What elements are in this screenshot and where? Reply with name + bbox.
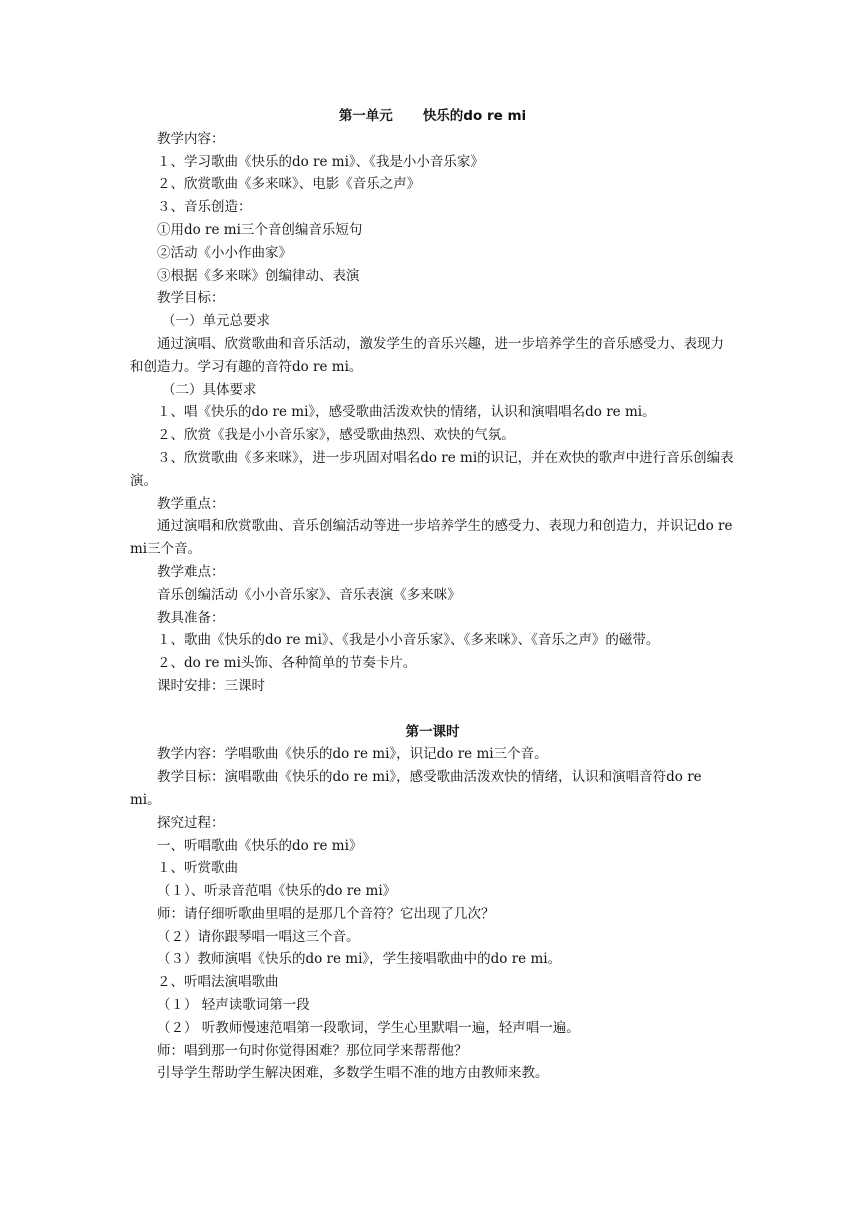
unit-title-right: 快乐的do re mi [422,108,527,124]
paragraph: ２、欣赏《我是小小音乐家》，感受歌曲热烈、欢快的气氛。 [157,427,515,444]
paragraph: 探究过程： [157,814,225,831]
unit-title [130,105,735,128]
paragraph: １、学习歌曲《快乐的do re mi》、《我是小小音乐家》 [157,153,484,170]
paragraph: 教学难点： [157,563,225,580]
paragraph: 教学重点： [157,495,225,512]
paragraph: 教具准备： [157,609,225,626]
paragraph: （３）教师演唱《快乐的do re mi》，学生接唱歌曲中的do re mi。 [157,951,562,968]
paragraph: 课时安排：三课时 [157,677,265,694]
paragraph: 师：请仔细听歌曲里唱的是那几个音符？它出现了几次？ [157,905,495,922]
paragraph: ２、欣赏歌曲《多来咪》、电影《音乐之声》 [157,176,421,193]
paragraph: 通过演唱和欣赏歌曲、音乐创编活动等进一步培养学生的感受力、表现力和创造力，并识记do re mi三个音。 [130,518,737,558]
paragraph: 教学目标：演唱歌曲《快乐的do re mi》，感受歌曲活泼欢快的情绪，认识和演唱音符do re mi。 [130,769,706,808]
paragraph: １、歌曲《快乐的do re mi》、《我是小小音乐家》、《多来咪》、《音乐之声》的磁带。 [157,632,660,649]
paragraph: ３、音乐创造： [157,199,252,216]
paragraph: １、听赏歌曲 [157,860,238,877]
paragraph: 教学内容： [157,130,225,147]
paragraph: ２、do re mi头饰、各种简单的节奏卡片。 [157,655,417,672]
paragraph: （１） 轻声读歌词第一段 [157,997,310,1014]
paragraph: 音乐创编活动《小小音乐家》、音乐表演《多来咪》 [157,586,461,603]
paragraph: ②活动《小小作曲家》 [157,244,292,261]
paragraph: 通过演唱、欣赏歌曲和音乐活动，激发学生的音乐兴趣，进一步培养学生的音乐感受力、表现力和创造力。学习有趣的音符do re mi。 [130,335,724,375]
blank-line [130,698,735,721]
document-body [130,105,735,1085]
paragraph: １、唱《快乐的do re mi》，感受歌曲活泼欢快的情绪，认识和演唱唱名do re mi。 [157,404,656,421]
paragraph: （２）请你跟琴唱一唱这三个音。 [157,928,360,945]
paragraph: 师：唱到那一句时你觉得困难？那位同学来帮帮他？ [157,1042,468,1059]
paragraph: （一）单元总要求 [162,313,270,330]
paragraph: 教学内容：学唱歌曲《快乐的do re mi》，识记do re mi三个音。 [157,746,548,763]
paragraph: ２、听唱法演唱歌曲 [157,974,279,991]
paragraph: ①用do re mi三个音创编音乐短句 [157,221,363,238]
paragraph: ③根据《多来咪》创编律动、表演 [157,267,360,284]
paragraph: （二）具体要求 [162,381,257,398]
paragraph: 引导学生帮助学生解决困难，多数学生唱不准的地方由教师来教。 [157,1065,549,1082]
unit-title-left: 第一单元 [338,108,393,124]
paragraph: ３、欣赏歌曲《多来咪》，进一步巩固对唱名do re mi的识记，并在欢快的歌声中进行音乐创编表演。 [130,449,734,489]
paragraph: 一、听唱歌曲《快乐的do re mi》 [157,837,363,854]
paragraph: 教学目标： [157,290,225,307]
paragraph: （１）、听录音范唱《快乐的do re mi》 [157,883,397,900]
lesson-title: 第一课时 [405,723,460,740]
paragraph: （２） 听教师慢速范唱第一段歌词，学生心里默唱一遍，轻声唱一遍。 [157,1019,580,1036]
